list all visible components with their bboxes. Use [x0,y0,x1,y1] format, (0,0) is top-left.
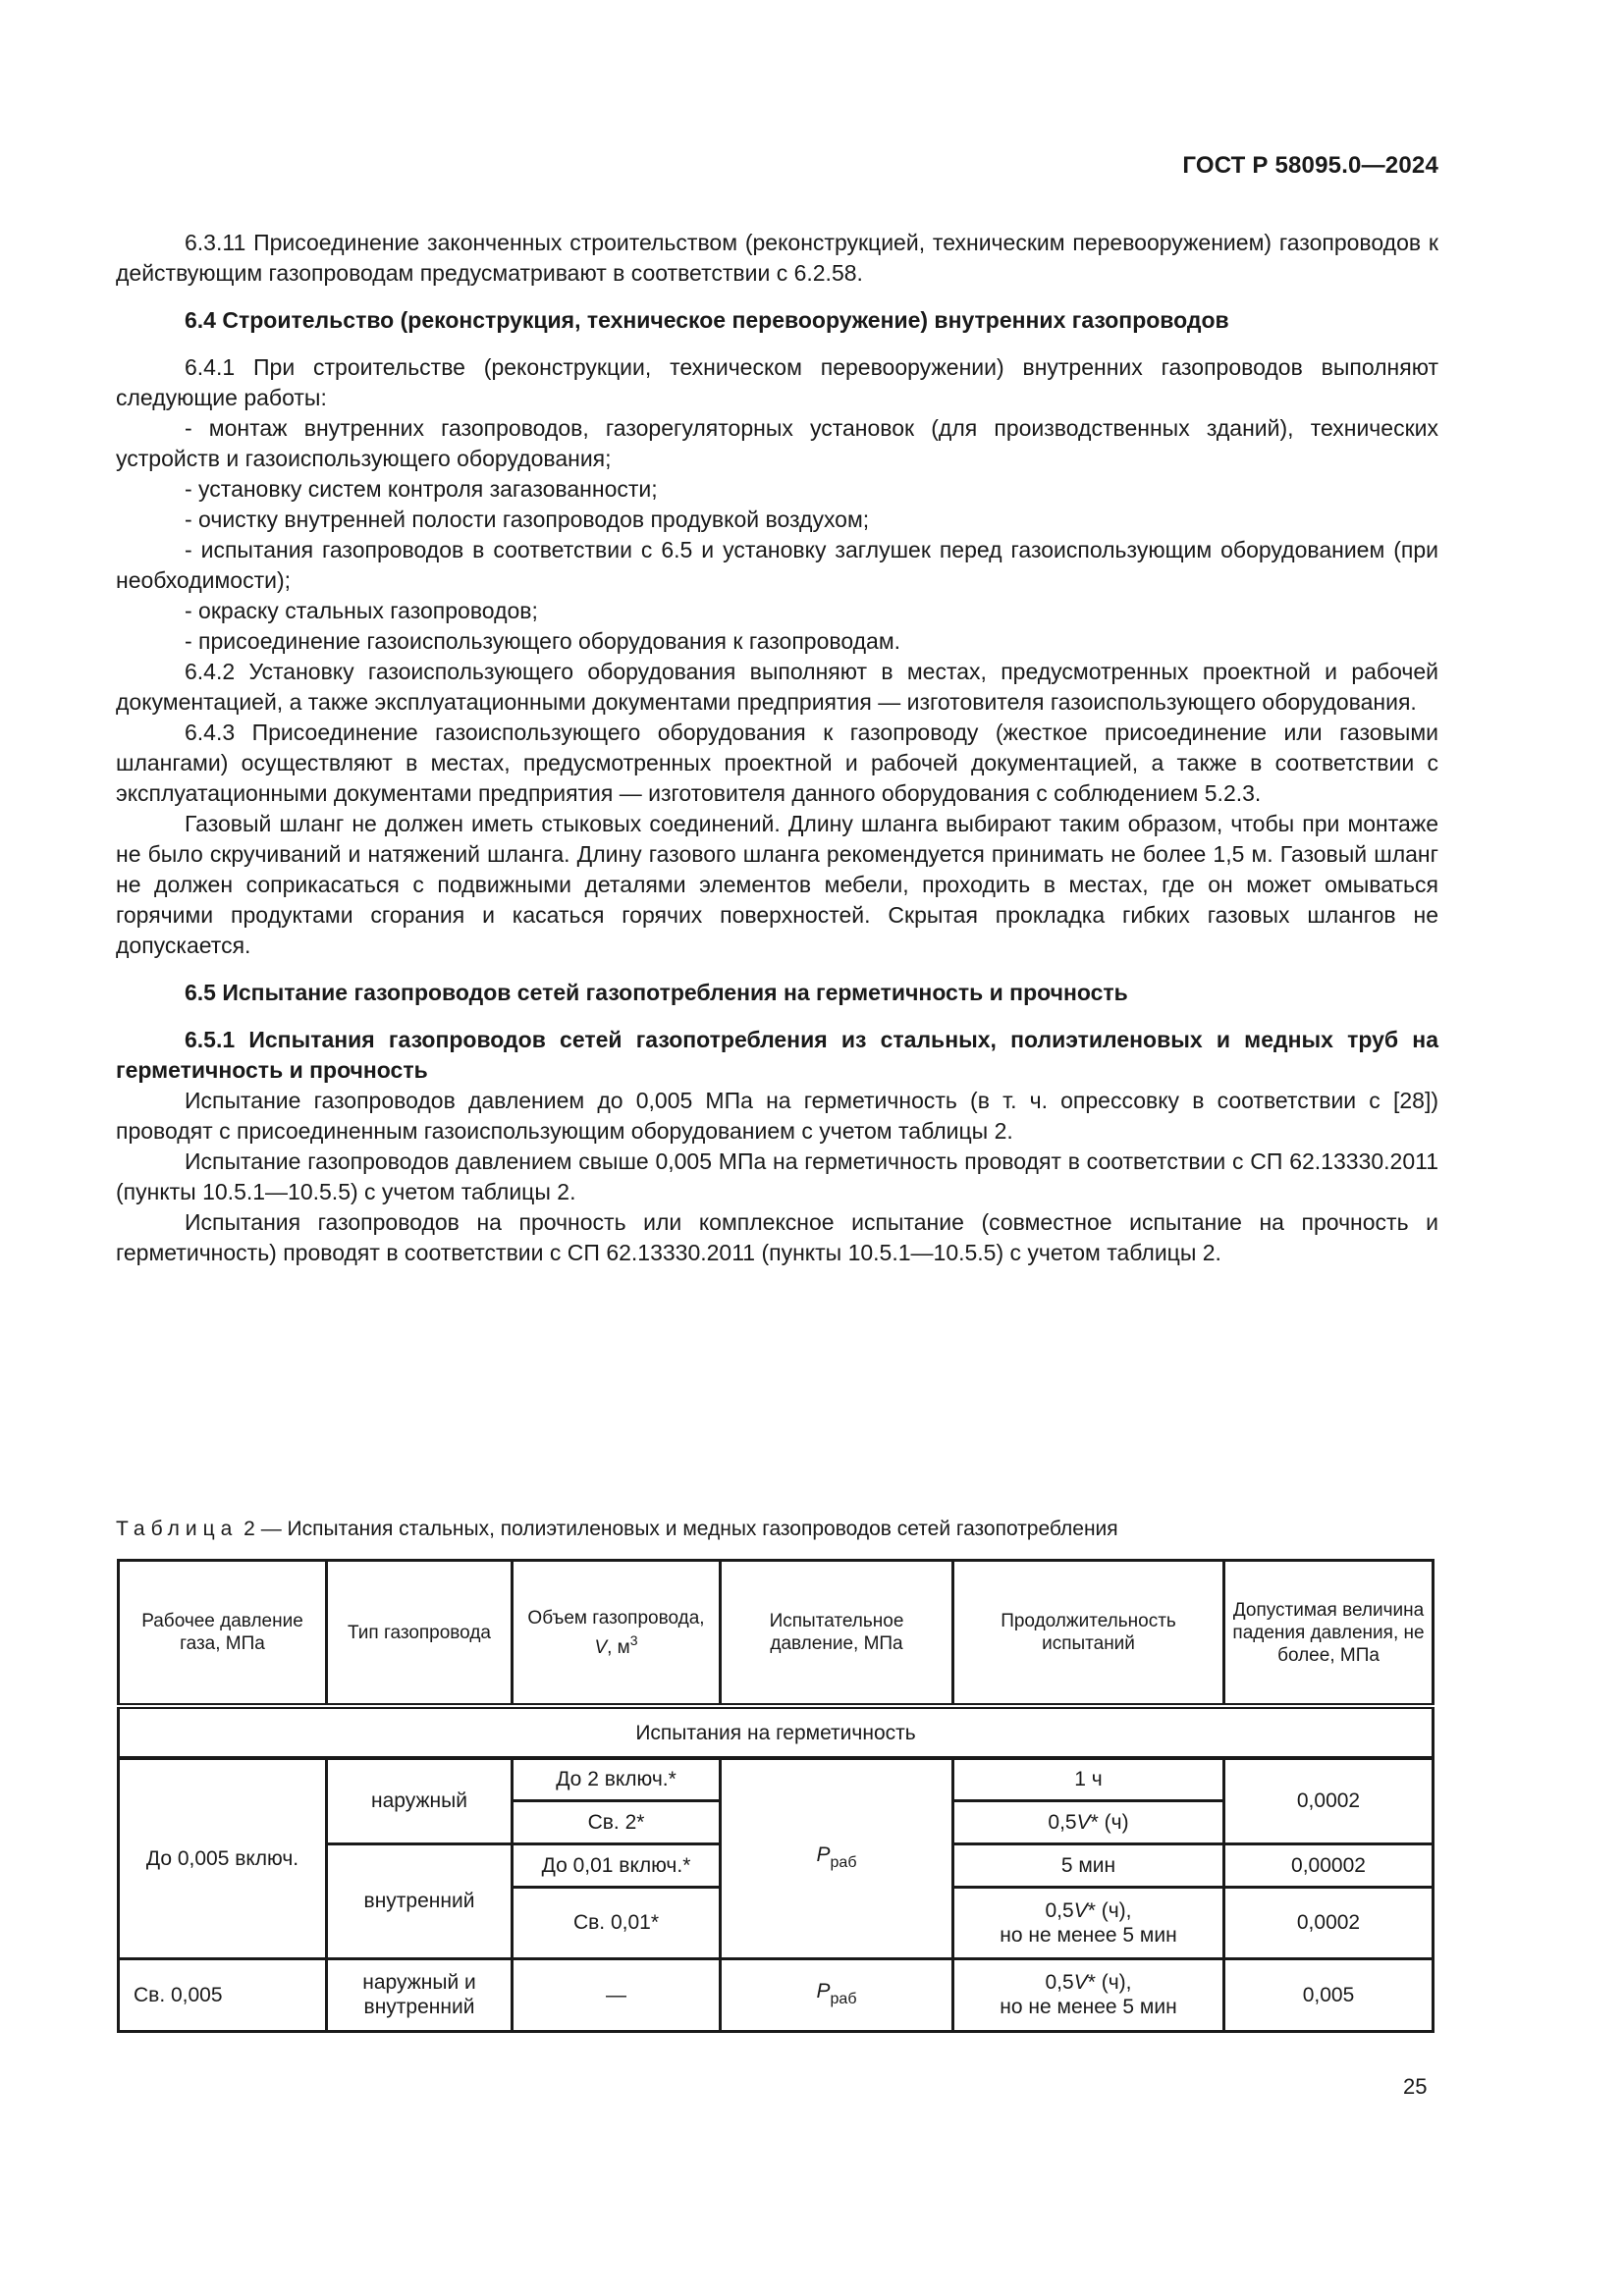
cell-volume: До 2 включ.* [513,1758,721,1800]
cell-pressure-group-2: Св. 0,005 [119,1958,327,2031]
cell-max-drop: 0,0002 [1224,1887,1434,1958]
document-code-header: ГОСТ Р 58095.0—2024 [1182,152,1438,179]
paragraph-6-4-2: 6.4.2 Установку газоиспользующего оборудования выполняют в местах, предусмотренных проектной и рабочей документацией, а также эксплуатационными документами предприятия — изготовителя газоиспользующего оборудования. [116,659,1438,715]
p-subscript: раб [830,1990,857,2007]
cell-duration: 5 мин [953,1843,1224,1887]
duration-var: V [1073,1971,1088,1994]
p-symbol: P [816,1842,831,1866]
table-caption-text: 2 — Испытания стальных, полиэтиленовых и медных газопроводов сетей газопотребления [238,1518,1118,1540]
paragraph-6-3-11: 6.3.11 Присоединение законченных строительством (реконструкцией, техническим перевооружением) газопроводов к действующим газопроводам предусматривают в соответствии с 6.2.58. [116,230,1438,286]
cell-duration: 1 ч [953,1758,1224,1800]
cell-volume: До 0,01 включ.* [513,1843,721,1887]
table-header-row [119,1561,1434,1707]
duration-unit: * (ч), [1087,1971,1132,1994]
cell-type-outer: наружный [327,1758,513,1843]
p-symbol: P [816,1979,831,2002]
header-pipeline-volume [513,1561,721,1707]
cell-duration [953,1958,1224,2031]
cell-test-pressure-group-1 [721,1758,953,1958]
paragraph-6-5-1-a: Испытание газопроводов давлением до 0,005 МПа на герметичность (в т. ч. опрессовку в соответствии с [28]) проводят с присоединенным газоиспользующим оборудованием с учетом таблицы 2. [116,1088,1438,1144]
cell-max-drop: 0,005 [1224,1958,1434,2031]
section-heading-6-4: 6.4 Строительство (реконструкция, техническое перевооружение) внутренних газопроводов [185,307,1229,333]
duration-unit: * (ч) [1090,1810,1129,1834]
duration-minimum: но не менее 5 мин [1000,1923,1177,1947]
p-subscript: раб [830,1853,857,1871]
list-item: - окраску стальных газопроводов; [185,598,538,623]
document-body [116,228,1438,1268]
duration-coef: 0,5 [1045,1971,1074,1994]
paragraph-6-5-1-c: Испытания газопроводов на прочность или комплексное испытание (совместное испытание на прочность и герметичность) проводят в соответствии с СП 62.13330.2011 (пункты 10.5.1—10.5.5) с учетом таблицы 2. [116,1209,1438,1265]
cell-type-outer-inner: наружный и внутренний [327,1958,513,2031]
duration-var: V [1073,1898,1088,1922]
duration-unit: * (ч), [1087,1898,1132,1922]
header-working-pressure: Рабочее давление газа, МПа [119,1561,327,1707]
paragraph-6-4-1: 6.4.1 При строительстве (реконструкции, техническом перевооружении) внутренних газопроводов выполняют следующие работы: [116,354,1438,410]
header-test-pressure: Испытательное давление, МПа [721,1561,953,1707]
list-item: - установку систем контроля загазованности; [185,476,658,502]
header-duration: Продолжительность испытаний [953,1561,1224,1707]
table-row [119,1758,1434,1800]
table-row [119,1958,1434,2031]
header-volume-var: V [594,1636,608,1658]
cell-duration [953,1800,1224,1843]
section-title-tightness-tests: Испытания на герметичность [119,1706,1434,1758]
header-max-pressure-drop: Допустимая величина падения давления, не более, МПа [1224,1561,1434,1707]
header-volume-label: Объем газопровода, [527,1607,705,1629]
header-pipeline-type: Тип газопровода [327,1561,513,1707]
subsection-heading-6-5-1: 6.5.1 Испытания газопроводов сетей газопотребления из стальных, полиэтиленовых и медных труб на герметичность и прочность [116,1027,1438,1083]
section-heading-6-5: 6.5 Испытание газопроводов сетей газопотребления на герметичность и прочность [185,980,1128,1005]
cell-volume: Св. 0,01* [513,1887,721,1958]
paragraph-6-5-1-b: Испытание газопроводов давлением свыше 0,005 МПа на герметичность проводят в соответствии с СП 62.13330.2011 (пункты 10.5.1—10.5.5) с учетом таблицы 2. [116,1148,1438,1204]
cell-max-drop: 0,00002 [1224,1843,1434,1887]
cell-test-pressure-group-2 [721,1958,953,2031]
page-number: 25 [1403,2074,1428,2099]
header-volume-unit: , м [607,1636,630,1658]
table-caption-label: Таблица [116,1518,239,1540]
cell-duration [953,1887,1224,1958]
cell-volume: — [513,1958,721,2031]
cell-pressure-group-1: До 0,005 включ. [119,1758,327,1958]
table-section-row [119,1706,1434,1758]
table-caption [116,1517,1118,1542]
cell-volume: Св. 2* [513,1800,721,1843]
paragraph-6-4-3: 6.4.3 Присоединение газоиспользующего оборудования к газопроводу (жесткое присоединение или газовыми шлангами) осуществляют в местах, предусмотренных проектной и рабочей документацией, а также в соответствии с эксплуатационными документами предприятия — изготовителя данного оборудования с соблюдением 5.2.3. [116,720,1438,806]
list-item: - монтаж внутренних газопроводов, газорегуляторных установок (для производственных зданий), технических устройств и газоиспользующего оборудования; [116,415,1438,471]
list-item: - присоединение газоиспользующего оборудования к газопроводам. [185,628,901,654]
header-volume-exponent: 3 [629,1631,638,1648]
test-requirements-table [117,1559,1435,2033]
duration-coef: 0,5 [1048,1810,1077,1834]
cell-max-drop: 0,0002 [1224,1758,1434,1843]
duration-coef: 0,5 [1045,1898,1074,1922]
cell-type-inner: внутренний [327,1843,513,1958]
duration-minimum: но не менее 5 мин [1000,1996,1177,2018]
list-item: - испытания газопроводов в соответствии с 6.5 и установку заглушек перед газоиспользующим оборудованием (при необходимости); [116,537,1438,593]
list-item: - очистку внутренней полости газопроводов продувкой воздухом; [185,507,870,532]
duration-var: V [1076,1810,1091,1834]
paragraph-gas-hose: Газовый шланг не должен иметь стыковых соединений. Длину шланга выбирают таким образом, чтобы при монтаже не было скручиваний и натяжений шланга. Длину газового шланга рекомендуется принимать не более 1,5 м. Газовый шланг не должен соприкасаться с подвижными деталями элементов мебели, проходить в местах, где он может омываться горячими продуктами сгорания и касаться горячих поверхностей. Скрытая прокладка гибких газовых шлангов не допускается. [116,811,1438,958]
